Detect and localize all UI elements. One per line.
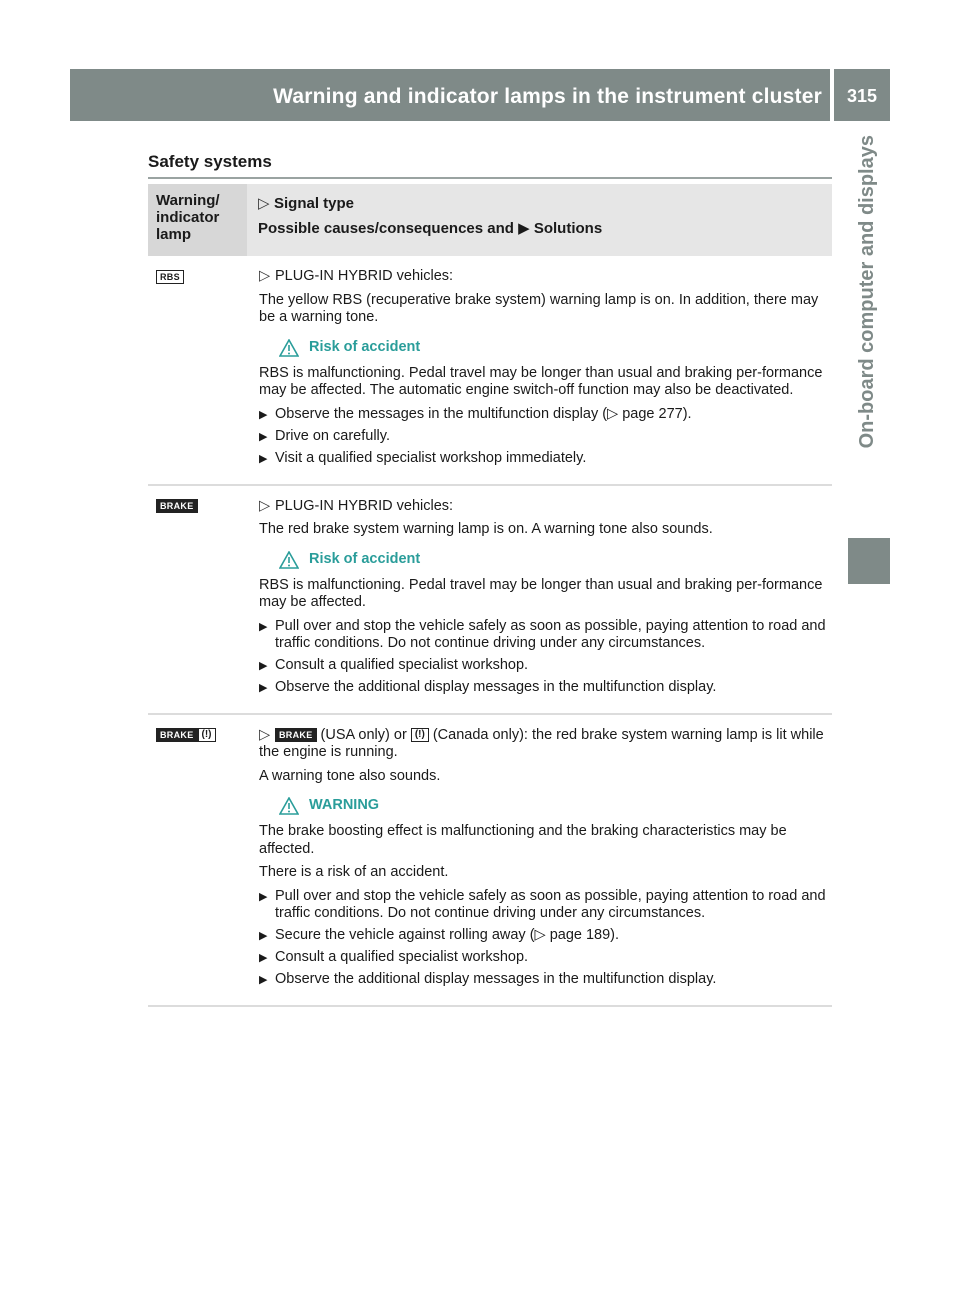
side-tab-label: On-board computer and displays [856, 135, 878, 449]
list-item [259, 888, 828, 923]
list-item [259, 428, 828, 446]
action-arrow-icon: ▶ [259, 452, 268, 465]
warning-heading [279, 551, 828, 569]
signal-type-text: (USA only) or [320, 726, 407, 743]
action-arrow-icon: ▶ [259, 681, 268, 694]
step-text: Drive on carefully. [275, 427, 390, 444]
action-arrow-icon: ▶ [259, 408, 268, 421]
page-number: 315 [846, 86, 878, 106]
signal-triangle-icon: ▷ [258, 195, 270, 212]
row-description: The red brake system warning lamp is on. A warning tone also sounds. [259, 521, 713, 537]
rbs-lamp-icon: RBS [156, 270, 184, 284]
list-item [259, 927, 828, 945]
warning-text: RBS is malfunctioning. Pedal travel may be longer than usual and braking per-formance may be affected. The automatic engine switch-off function may also be deactivated. [259, 364, 823, 398]
step-text: Observe the messages in the multifunction display (▷ page 277). [275, 405, 692, 422]
list-item [259, 657, 828, 675]
row-description: A warning tone also sounds. [259, 767, 441, 784]
warning-triangle-icon [279, 797, 299, 815]
signal-type-text-2: (Canada only): the red brake system warning lamp is lit while the engine is running. [259, 726, 824, 760]
table-row [148, 715, 832, 1007]
step-text: Pull over and stop the vehicle safely as soon as possible, paying attention to road and traffic conditions. Do not continue driving under any circumstances. [275, 887, 826, 921]
list-item [259, 406, 828, 424]
list-item [259, 450, 828, 468]
row-description: The yellow RBS (recuperative brake system) warning lamp is on. In addition, there may be a warning tone. [259, 291, 819, 325]
page-header-title: Warning and indicator lamps in the instrument cluster [273, 85, 822, 108]
action-arrow-icon: ▶ [259, 929, 268, 942]
list-item [259, 949, 828, 967]
warning-triangle-icon [279, 551, 299, 569]
table-row [148, 486, 832, 715]
brake-lamp-icon: BRAKE [275, 728, 317, 742]
list-item [259, 679, 828, 697]
signal-triangle-icon: ▷ [259, 268, 271, 284]
warning-title: WARNING [309, 797, 380, 814]
step-text: Observe the additional display messages in the multifunction display. [275, 678, 717, 695]
action-arrow-icon: ▶ [259, 620, 268, 633]
table-row [148, 256, 832, 486]
action-arrow-icon: ▶ [259, 890, 268, 903]
section-rule [148, 177, 832, 179]
warning-heading [279, 339, 828, 357]
signal-triangle-icon: ▷ [259, 726, 271, 743]
section-title: Safety systems [148, 152, 272, 171]
side-tab-block [848, 538, 890, 584]
step-text: Consult a qualified specialist workshop. [275, 948, 529, 965]
action-arrow-icon: ▶ [518, 220, 530, 237]
warning-text: RBS is malfunctioning. Pedal travel may be longer than usual and braking per-formance may be affected. [259, 576, 823, 610]
warning-text-2: There is a risk of an accident. [259, 864, 449, 880]
step-text: Visit a qualified specialist workshop immediately. [275, 449, 587, 466]
warning-text: The brake boosting effect is malfunctioning and the braking characteristics may be affected. [259, 823, 787, 857]
brake-circle-lamp-icon: (!) [411, 728, 429, 742]
step-text: Pull over and stop the vehicle safely as soon as possible, paying attention to road and traffic conditions. Do not continue driving under any circumstances. [275, 617, 826, 651]
brake-lamp-icon: BRAKE [156, 499, 198, 513]
col-header-signal [148, 184, 832, 256]
step-text: Consult a qualified specialist workshop. [275, 656, 529, 673]
col-header-solutions: Solutions [533, 220, 603, 237]
brake-lamp-icon: BRAKE [156, 728, 198, 742]
action-arrow-icon: ▶ [259, 430, 268, 443]
warning-title: Risk of accident [309, 338, 421, 355]
col-header-causes: Possible causes/consequences and [258, 220, 514, 237]
signal-type-text: PLUG-IN HYBRID vehicles: [275, 497, 454, 514]
col-header-signal-type: Signal type [274, 195, 355, 212]
step-text: Secure the vehicle against rolling away (▷ page 189). [275, 926, 620, 943]
signal-type-text: PLUG-IN HYBRID vehicles: [275, 268, 454, 284]
list-item [259, 618, 828, 653]
brake-circle-lamp-icon: (!) [198, 728, 216, 742]
warning-triangle-icon [279, 339, 299, 357]
action-arrow-icon: ▶ [259, 659, 268, 672]
action-arrow-icon: ▶ [259, 951, 268, 964]
signal-triangle-icon: ▷ [259, 497, 271, 514]
col-header-lamp: Warning/ indicator lamp [148, 184, 247, 256]
list-item [259, 971, 828, 989]
warning-title: Risk of accident [309, 550, 421, 567]
table-header [148, 184, 832, 256]
action-arrow-icon: ▶ [259, 973, 268, 986]
step-text: Observe the additional display messages in the multifunction display. [275, 970, 717, 987]
warning-heading [279, 797, 828, 815]
warning-lamp-table [148, 184, 832, 1007]
